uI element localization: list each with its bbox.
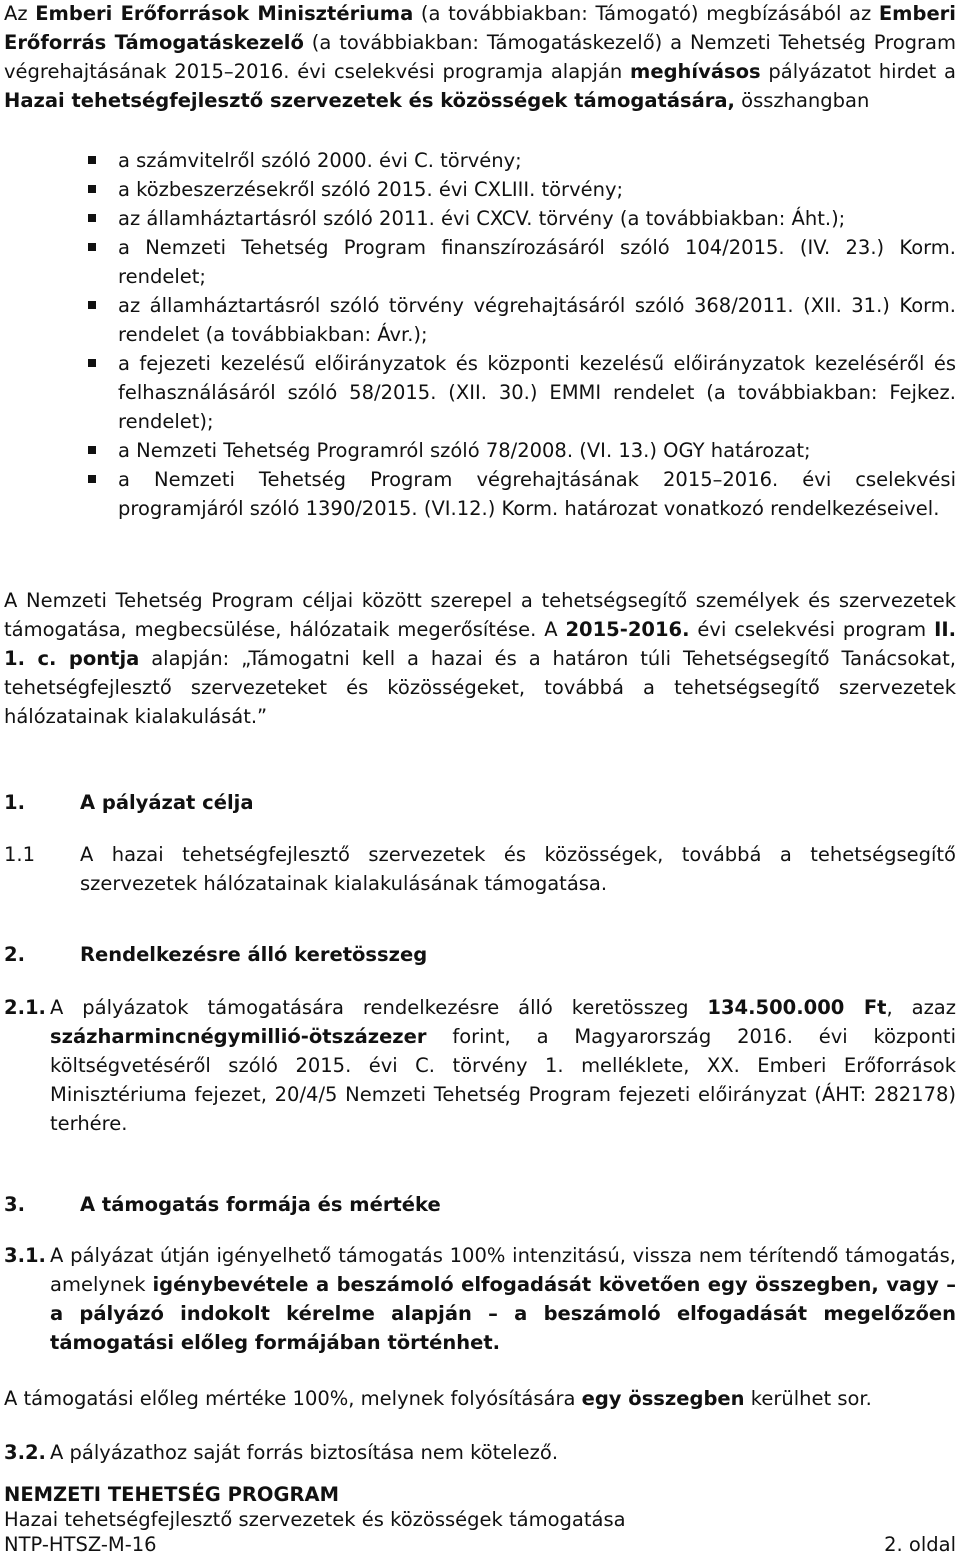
section-number: 1. [4,791,25,814]
section-2-heading [4,940,427,969]
bullet-square-icon [88,185,96,193]
intro-ministry: Emberi Erőforrások Minisztériuma [35,2,414,25]
intro-invitation: meghívásos [630,60,761,83]
page-footer [4,1482,956,1557]
list-item [88,291,956,349]
budget-amount-words: százharmincnégymillió-ötszázezer [50,1025,427,1048]
list-item-text: az államháztartásról szóló 2011. évi CXCV. törvény (a továbbiakban: Áht.); [118,207,846,230]
intro-text-5: összhangban [734,89,870,112]
bullet-square-icon [88,446,96,454]
bullet-square-icon [88,301,96,309]
bullet-square-icon [88,243,96,251]
intro-call-title: Hazai tehetségfejlesztő szervezetek és közösségek támogatására, [4,89,735,112]
section-title: A pályázat célja [80,791,254,814]
list-item [88,465,956,523]
list-item-text: az államháztartásról szóló törvény végrehajtásáról szóló 368/2011. (XII. 31.) Korm. rendelet (a továbbiakban: Ávr.); [118,294,956,346]
legal-basis-list [88,146,956,523]
advance-text-1: A támogatási előleg mértéke 100%, melynek folyósítására [4,1387,582,1410]
list-item [88,436,956,465]
paragraph-text: A hazai tehetségfejlesztő szervezetek és közösségek, továbbá a tehetségsegítő szervezetek hálózatainak kialakulásának támogatása. [80,843,956,895]
list-item [88,175,956,204]
intro-paragraph [4,0,956,115]
footer-code: NTP-HTSZ-M-16 [4,1533,157,1556]
advance-paragraph [4,1384,956,1413]
list-item [88,204,956,233]
intro-text-4: pályázatot hirdet a [760,60,956,83]
paragraph-number: 3.1. [4,1244,46,1267]
list-item-text: a Nemzeti Tehetség Program végrehajtásának 2015–2016. évi cselekvési programjáról szóló 1390/2015. (VI.12.) Korm. határozat vonatkozó rendelkezéseivel. [118,468,956,520]
paragraph-text [50,1241,956,1357]
paragraph-text [50,993,956,1138]
bullet-square-icon [88,156,96,164]
list-item-text: a fejezeti kezelésű előirányzatok és központi kezelésű előirányzatok kezeléséről és felhasználásáról szóló 58/2015. (XII. 30.) EMMI rendelet (a továbbiakban: Fejkez. rendelet); [118,352,956,433]
footer-row [4,1532,956,1557]
section-number: 3. [4,1193,25,1216]
budget-amount: 134.500.000 Ft [707,996,887,1019]
paragraph-number: 2.1. [4,996,46,1019]
goals-text-2: évi cselekvési program [689,618,935,641]
list-item-text: a számvitelről szóló 2000. évi C. törvény; [118,149,522,172]
list-item [88,146,956,175]
paragraph-text: A pályázathoz saját forrás biztosítása nem kötelező. [50,1441,559,1464]
intro-text-1: Az [4,2,36,25]
paragraph-number: 1.1 [4,843,36,866]
footer-page-number: 2. oldal [884,1533,956,1556]
list-item-text: a Nemzeti Tehetség Program finanszírozásáról szóló 104/2015. (IV. 23.) Korm. rendelet; [118,236,956,288]
intro-text-3: (a továbbiakban: Támogatáskezelő) a Nemzeti Tehetség Program végrehajtásának 2015–2016. évi cselekvési programja alapján [4,31,957,83]
paragraph-text-1: A pályázat útján igényelhető támogatás 100% intenzitású, vissza nem térítendő támogatás, amelynek [50,1244,956,1296]
paragraph-3-2 [4,1438,956,1467]
goals-text-1: A Nemzeti Tehetség Program céljai között szerepel a tehetségsegítő személyek és szervezetek támogatása, megbecsülése, hálózataik megerősítése. A [4,589,956,641]
footer-program: NEMZETI TEHETSÉG PROGRAM [4,1483,339,1506]
footer-subtitle: Hazai tehetségfejlesztő szervezetek és közösségek támogatása [4,1508,626,1531]
footer-row [4,1482,956,1507]
section-title: A támogatás formája és mértéke [80,1193,441,1216]
paragraph-number: 3.2. [4,1441,46,1464]
footer-row [4,1507,956,1532]
paragraph-emphasis: igénybevétele a beszámoló elfogadását követően egy összegben, vagy – a pályázó indokolt kérelme alapján – a beszámoló elfogadását megelőzően támogatási előleg formájában történhet. [50,1273,957,1354]
goals-period: 2015-2016. [565,618,690,641]
bullet-square-icon [88,214,96,222]
advance-emphasis: egy összegben [581,1387,745,1410]
intro-agency: Emberi Erőforrás Támogatáskezelő [4,2,956,54]
advance-text-2: kerülhet sor. [744,1387,872,1410]
intro-text-2: (a továbbiakban: Támogató) megbízásából az [413,2,879,25]
bullet-square-icon [88,359,96,367]
list-item-text: a Nemzeti Tehetség Programról szóló 78/2008. (VI. 13.) OGY határozat; [118,439,811,462]
goals-text-3: alapján: „Támogatni kell a hazai és a határon túli Tehetségsegítő Tanácsokat, tehetségfejlesztő szervezeteket és közösségeket, továbbá a tehetségsegítő szervezetek hálózatainak kialakulását.” [4,647,956,728]
list-item [88,233,956,291]
paragraph-text-1: A pályázatok támogatására rendelkezésre álló keretösszeg [50,996,708,1019]
goals-point: II. 1. c. pontja [4,618,956,670]
list-item [88,349,956,436]
paragraph-2-1 [4,993,956,1138]
list-item-text: a közbeszerzésekről szóló 2015. évi CXLIII. törvény; [118,178,624,201]
goals-paragraph [4,586,956,731]
bullet-square-icon [88,475,96,483]
section-3-heading [4,1190,441,1219]
section-1-heading [4,788,253,817]
paragraph-3-1 [4,1241,956,1357]
paragraph-text-3: forint, a Magyarország 2016. évi központi költségvetéséről szóló 2015. évi C. törvény 1. melléklete, XX. Emberi Erőforrások Minisztériuma fejezet, 20/4/5 Nemzeti Tehetség Program fejezeti előirányzat (ÁHT: 282178) terhére. [50,1025,956,1135]
paragraph-text-2: , azaz [886,996,956,1019]
paragraph-1-1 [4,840,956,898]
section-title: Rendelkezésre álló keretösszeg [80,943,428,966]
section-number: 2. [4,943,25,966]
